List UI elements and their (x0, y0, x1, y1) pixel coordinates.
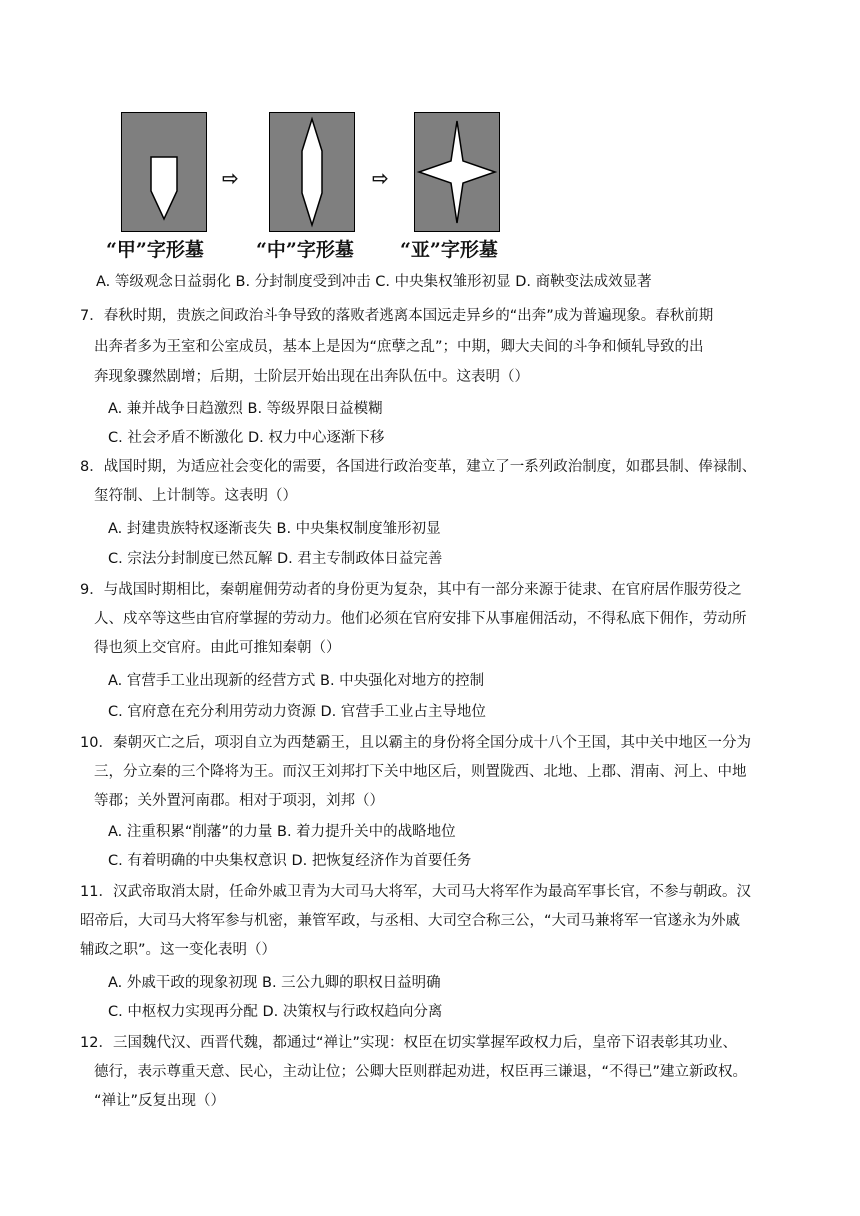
ya-shaped-tomb-diagram (414, 112, 500, 232)
q8-options-ab: A. 封建贵族特权逐渐丧失 B. 中央集权制度雏形初显 (108, 521, 441, 537)
figure-label-ya: “亚”字形墓 (400, 239, 498, 261)
q7-options-cd: C. 社会矛盾不断激化 D. 权力中心逐渐下移 (108, 430, 385, 446)
q9-options-cd: C. 官府意在充分利用劳动力资源 D. 官营手工业占主导地位 (108, 704, 486, 720)
q12-stem-line-1: 12．三国魏代汉、西晋代魏，都通过“禅让”实现：权臣在切实掌握军政权力后，皇帝下诏表彰其功业、 (80, 1035, 737, 1051)
q8-stem-line-1: 8．战国时期，为适应社会变化的需要，各国进行政治变革，建立了一系列政治制度，如郡县制、俸禄制、 (80, 459, 757, 475)
tomb-evolution-figure (0, 0, 860, 270)
q11-stem-line-1: 11．汉武帝取消太尉，任命外戚卫青为大司马大将军，大司马大将军作为最高军事长官，不参与朝政。汉 (80, 884, 751, 900)
q10-stem-line-2: 三，分立秦的三个降将为王。而汉王刘邦打下关中地区后，则置陇西、北地、上郡、渭南、河上、中地 (94, 764, 747, 780)
q7-stem-line-2: 出奔者多为王室和公室成员，基本上是因为“庶孽之乱”；中期，卿大夫间的斗争和倾轧导致的出 (94, 339, 704, 355)
q12-stem-line-3: “禅让”反复出现（） (94, 1093, 226, 1109)
q9-stem-line-2: 人、戍卒等这些由官府掌握的劳动力。他们必须在官府安排下从事雇佣活动，不得私底下佣作，劳动所 (94, 611, 747, 627)
figure-label-zhong: “中”字形墓 (256, 239, 354, 261)
q11-stem-line-2: 昭帝后，大司马大将军参与机密，兼管军政，与丞相、大司空合称三公，“大司马兼将军一官遂永为外戚 (80, 913, 741, 929)
q10-options-cd: C. 有着明确的中央集权意识 D. 把恢复经济作为首要任务 (108, 853, 472, 869)
q7-stem-line-1: 7．春秋时期，贵族之间政治斗争导致的落败者逃离本国远走异乡的“出奔”成为普遍现象。春秋前期 (80, 308, 714, 324)
arrow-right-icon: ⇨ (222, 166, 239, 190)
q10-options-ab: A. 注重积累“削藩”的力量 B. 着力提升关中的战略地位 (108, 824, 456, 840)
q7-options-ab: A. 兼并战争日趋激烈 B. 等级界限日益模糊 (108, 401, 383, 417)
zhong-shaped-tomb-diagram (269, 112, 355, 232)
q9-stem-line-3: 得也须上交官府。由此可推知秦朝（） (94, 640, 341, 656)
q6-options: A. 等级观念日益弱化 B. 分封制度受到冲击 C. 中央集权雏形初显 D. 商鞅变法成效显著 (96, 274, 652, 290)
q10-stem-line-3: 等郡；关外置河南郡。相对于项羽，刘邦（） (94, 793, 384, 809)
q9-stem-line-1: 9．与战国时期相比，秦朝雇佣劳动者的身份更为复杂，其中有一部分来源于徒隶、在官府居作服劳役之 (80, 582, 742, 598)
q8-stem-line-2: 玺符制、上计制等。这表明（） (94, 488, 297, 504)
q8-options-cd: C. 宗法分封制度已然瓦解 D. 君主专制政体日益完善 (108, 551, 443, 567)
q12-stem-line-2: 德行，表示尊重天意、民心，主动让位；公卿大臣则群起劝进，权臣再三谦退，“不得已”建立新政权。 (94, 1064, 748, 1080)
q9-options-ab: A. 官营手工业出现新的经营方式 B. 中央强化对地方的控制 (108, 673, 485, 689)
q11-options-cd: C. 中枢权力实现再分配 D. 决策权与行政权趋向分离 (108, 1004, 443, 1020)
jia-shaped-tomb-diagram (121, 112, 207, 232)
figure-label-jia: “甲”字形墓 (106, 239, 204, 261)
q11-stem-line-3: 辅政之职”。这一变化表明（） (80, 942, 277, 958)
arrow-right-icon: ⇨ (372, 166, 389, 190)
q7-stem-line-3: 奔现象骤然剧增；后期，士阶层开始出现在出奔队伍中。这表明（） (94, 369, 529, 385)
q10-stem-line-1: 10．秦朝灭亡之后，项羽自立为西楚霸王，且以霸主的身份将全国分成十八个王国，其中关中地区一分为 (80, 735, 751, 751)
q11-options-ab: A. 外戚干政的现象初现 B. 三公九卿的职权日益明确 (108, 975, 441, 991)
